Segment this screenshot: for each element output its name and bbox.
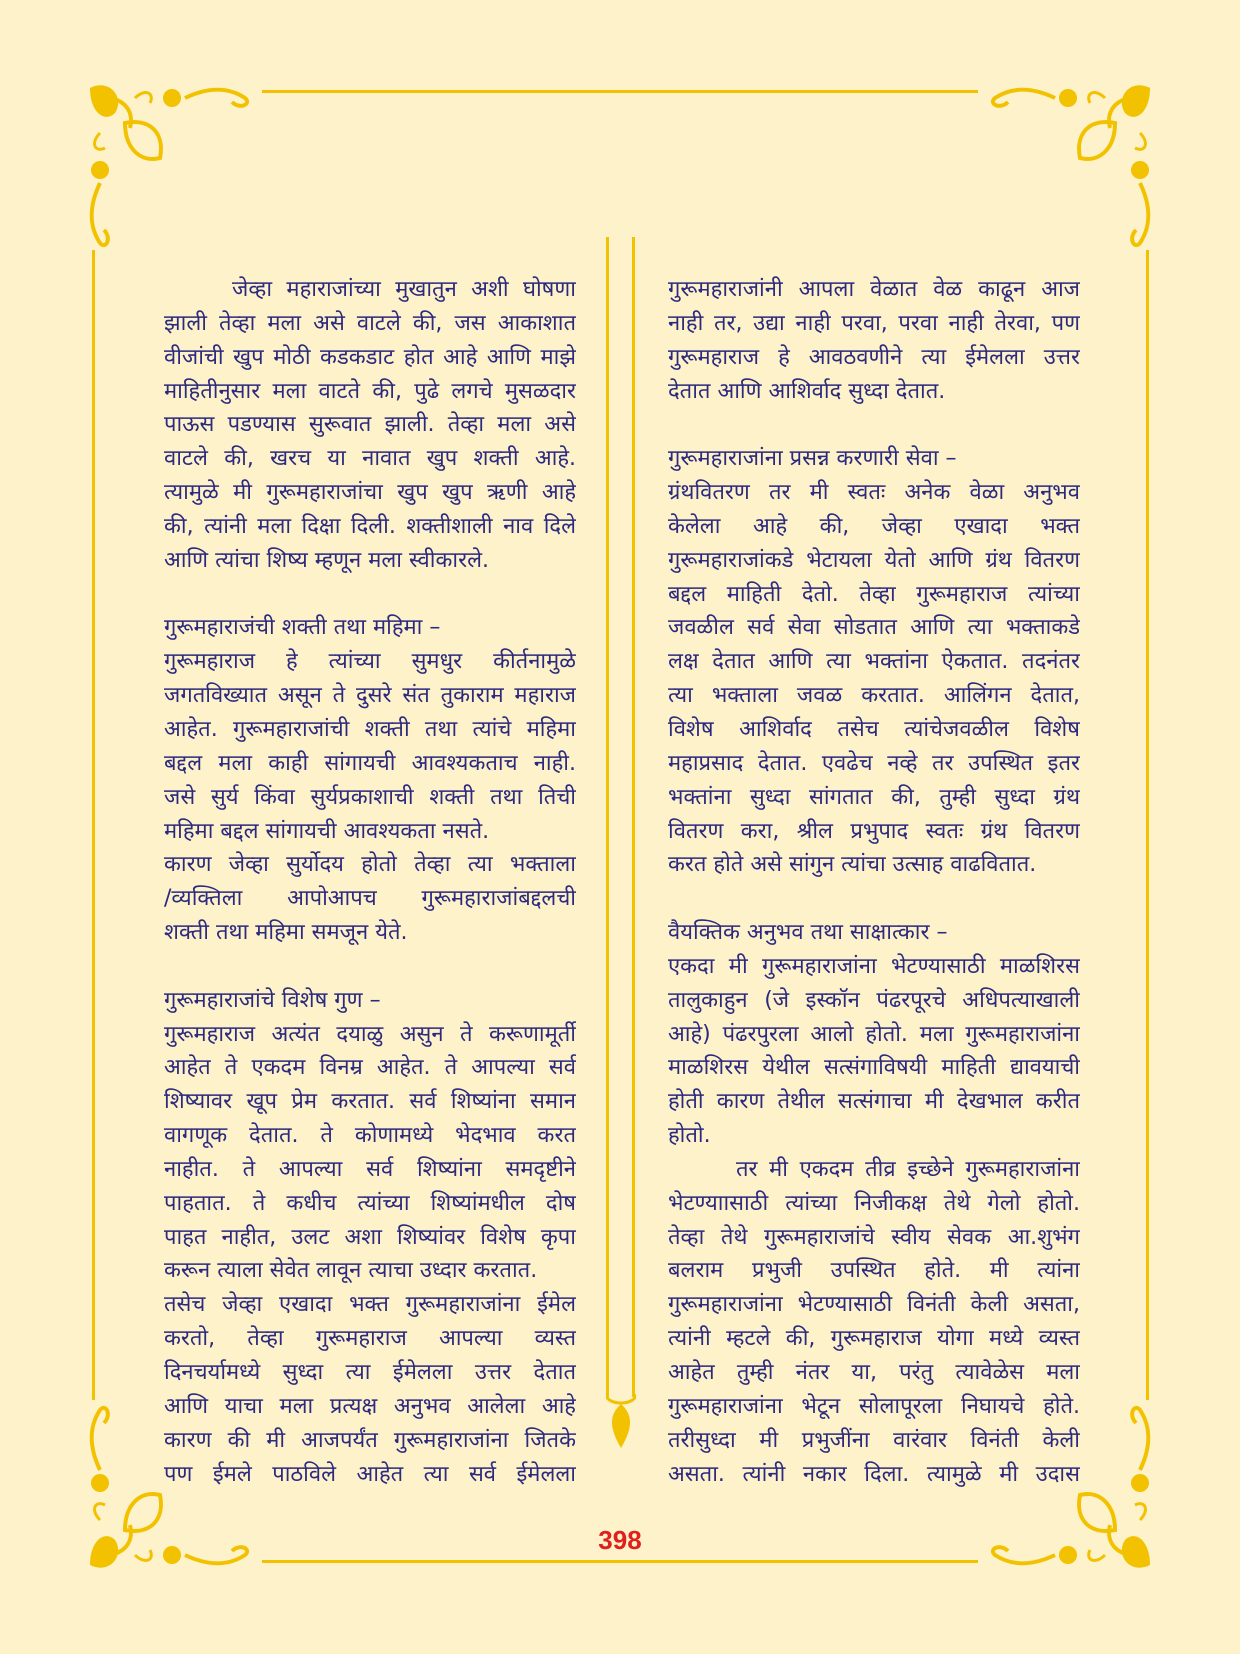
text-line: शक्ती तथा महिमा समजून येते. bbox=[164, 920, 408, 946]
text-line: देतात आणि आशिर्वाद सुध्दा देतात. bbox=[668, 378, 946, 404]
text-line: होतो. bbox=[668, 1123, 711, 1149]
text-line: नाही तर, उद्या नाही परवा, परवा नाही तेरवा, पण bbox=[668, 310, 1080, 336]
text-line: वाटले की, खरच या नावात खुप शक्ती आहे. bbox=[164, 446, 576, 472]
text-line: तसेच जेव्हा एखादा भक्त गुरूमहाराजांना ईमेल bbox=[164, 1292, 576, 1318]
text-line: विशेष आशिर्वाद तसेच त्यांचेजवळील विशेष bbox=[668, 716, 1080, 742]
section-heading: गुरूमहाराजांना प्रसन्न करणारी सेवा – bbox=[668, 446, 957, 472]
text-line: गुरूमहाराजांना भेटून सोलापूरला निघायचे होते. bbox=[668, 1393, 1080, 1419]
text-line: नाहीत. ते आपल्या सर्व शिष्यांना समदृष्टीने bbox=[164, 1156, 576, 1182]
right-column bbox=[668, 273, 1080, 1491]
text-line: त्या भक्ताला जवळ करतात. आलिंगन देतात, bbox=[668, 683, 1080, 709]
text-line: वीजांची खुप मोठी कडकडाट होत आहे आणि माझे bbox=[164, 344, 576, 370]
text-line: महिमा बद्दल सांगायची आवश्यकता नसते. bbox=[164, 818, 490, 844]
blank-line bbox=[668, 408, 1080, 442]
text-line: आणि याचा मला प्रत्यक्ष अनुभव आलेला आहे bbox=[164, 1393, 576, 1419]
text-line: पाऊस पडण्यास सुरूवात झाली. तेव्हा मला असे bbox=[164, 412, 576, 438]
text-line: एकदा मी गुरूमहाराजांना भेटण्यासाठी माळशिरस bbox=[668, 953, 1080, 979]
border-bottom bbox=[262, 1560, 978, 1563]
border-right bbox=[1146, 250, 1149, 1400]
text-line: आहेत. गुरूमहाराजांची शक्ती तथा त्यांचे महिमा bbox=[164, 716, 576, 742]
text-line: त्यामुळे मी गुरूमहाराजांचा खुप खुप ऋणी आहे bbox=[164, 480, 576, 506]
text-line: गुरूमहाराजांकडे भेटायला येतो आणि ग्रंथ वितरण bbox=[668, 547, 1080, 573]
text-line: बद्दल माहिती देतो. तेव्हा गुरूमहाराज त्यांच्या bbox=[668, 581, 1080, 607]
text-line: लक्ष देतात आणि त्या भक्तांना ऐकतात. तदनंतर bbox=[668, 649, 1080, 675]
text-line: होती कारण तेथील सत्संगाचा मी देखभाल करीत bbox=[668, 1089, 1080, 1115]
column-divider-right-line bbox=[632, 237, 635, 1397]
text-line: ग्रंथवितरण तर मी स्वतः अनेक वेळा अनुभव bbox=[668, 480, 1080, 506]
text-line: करतो, तेव्हा गुरूमहाराज आपल्या व्यस्त bbox=[164, 1326, 576, 1352]
left-column bbox=[164, 273, 576, 1491]
blank-line bbox=[164, 578, 576, 612]
text-line: कारण की मी आजपर्यंत गुरूमहाराजांना जितके bbox=[164, 1427, 576, 1453]
text-line: भक्तांना सुध्दा सांगतात की, तुम्ही सुध्दा ग्रंथ bbox=[668, 784, 1080, 810]
text-line: वितरण करा, श्रील प्रभुपाद स्वतः ग्रंथ वितरण bbox=[668, 818, 1080, 844]
blank-line bbox=[668, 882, 1080, 916]
text-line: दिनचर्यामध्ये सुध्दा त्या ईमेलला उत्तर देतात bbox=[164, 1360, 576, 1385]
text-line: झाली तेव्हा मला असे वाटले की, जस आकाशात bbox=[164, 310, 576, 336]
text-line: जसे सुर्य किंवा सुर्यप्रकाशाची शक्ती तथा तिची bbox=[164, 784, 576, 810]
text-line: बद्दल मला काही सांगायची आवश्यकताच नाही. bbox=[164, 750, 576, 776]
section-heading: गुरूमहाराजांचे विशेष गुण – bbox=[164, 987, 381, 1013]
divider-drop-ornament bbox=[606, 1392, 636, 1452]
text-line: त्यांनी म्हटले की, गुरूमहाराज योगा मध्ये व्यस्त bbox=[668, 1326, 1080, 1352]
text-line: महाप्रसाद देतात. एवढेच नव्हे तर उपस्थित इतर bbox=[668, 750, 1080, 776]
text-line: आहेत ते एकदम विनम्र आहेत. ते आपल्या सर्व bbox=[164, 1055, 576, 1081]
text-line: माळशिरस येथील सत्संगाविषयी माहिती द्यावयाची bbox=[668, 1055, 1080, 1081]
text-line: /व्यक्तिला आपोआपच गुरूमहाराजांबद्दलची bbox=[164, 886, 576, 912]
text-line: पाहतात. ते कधीच त्यांच्या शिष्यांमधील दोष bbox=[164, 1190, 576, 1216]
text-line: भेटण्याासाठी त्यांच्या निजीकक्ष तेथे गेलो होतो. bbox=[668, 1190, 1080, 1216]
text-line: गुरूमहाराज अत्यंत दयाळु असुन ते करूणामूर्ती bbox=[164, 1021, 576, 1047]
text-line: आणि त्यांचा शिष्य म्हणून मला स्वीकारले. bbox=[164, 547, 489, 573]
text-line: जवळील सर्व सेवा सोडतात आणि त्या भक्ताकडे bbox=[668, 615, 1080, 641]
text-line: गुरूमहाराजांनी आपला वेळात वेळ काढून आज bbox=[668, 277, 1080, 302]
text-line: गुरूमहाराज हे त्यांच्या सुमधुर कीर्तनामुळे bbox=[164, 649, 576, 675]
text-line: शिष्यावर खूप प्रेम करतात. सर्व शिष्यांना समान bbox=[164, 1089, 576, 1115]
text-line: असता. त्यांनी नकार दिला. त्यामुळे मी उदास bbox=[668, 1461, 1080, 1487]
border-top bbox=[262, 90, 978, 93]
blank-line bbox=[164, 950, 576, 984]
text-line: करत होते असे सांगुन त्यांचा उत्साह वाढवितात. bbox=[668, 852, 1037, 878]
section-heading: गुरूमहाराजंची शक्ती तथा महिमा – bbox=[164, 615, 441, 641]
text-line: तरीसुध्दा मी प्रभुजींना वारंवार विनंती केली bbox=[668, 1427, 1080, 1453]
text-line: आहे) पंढरपुरला आलो होतो. मला गुरूमहाराजांना bbox=[668, 1021, 1080, 1047]
corner-ornament-top-left bbox=[80, 78, 260, 258]
text-line: पाहत नाहीत, उलट अशा शिष्यांवर विशेष कृपा bbox=[164, 1224, 576, 1250]
text-line: जगतविख्यात असून ते दुसरे संत तुकाराम महाराज bbox=[164, 683, 576, 709]
text-line: गुरूमहाराज हे आवठवणीने त्या ईमेलला उत्तर bbox=[668, 344, 1080, 370]
text-line: माहितीनुसार मला वाटते की, पुढे लगचे मुसळदार bbox=[164, 378, 576, 404]
text-line: आहेत तुम्ही नंतर या, परंतु त्यावेळेस मला bbox=[668, 1360, 1080, 1385]
text-line: केलेला आहे की, जेव्हा एखादा भक्त bbox=[668, 513, 1080, 539]
text-line: तर मी एकदम तीव्र इच्छेने गुरूमहाराजांना bbox=[736, 1156, 1080, 1182]
text-line: बलराम प्रभुजी उपस्थित होते. मी त्यांना bbox=[668, 1258, 1080, 1284]
text-line: तेव्हा तेथे गुरूमहाराजांचे स्वीय सेवक आ.शुभंग bbox=[668, 1224, 1080, 1250]
page-number: 398 bbox=[598, 1525, 642, 1555]
text-line: गुरूमहाराजांना भेटण्यासाठी विनंती केली असता, bbox=[668, 1292, 1080, 1318]
text-line: वागणूक देतात. ते कोणामध्ये भेदभाव करत bbox=[164, 1123, 576, 1149]
text-line: करून त्याला सेवेत लावून त्याचा उध्दार करतात. bbox=[164, 1258, 538, 1284]
section-heading: वैयक्तिक अनुभव तथा साक्षात्कार – bbox=[668, 920, 948, 946]
text-line: पण ईमले पाठविले आहेत त्या सर्व ईमेलला bbox=[164, 1461, 576, 1487]
text-line: तालुकाहुन (जे इस्कॉन पंढरपूरचे अधिपत्याखाली bbox=[668, 987, 1080, 1013]
column-divider-left-line bbox=[606, 237, 609, 1397]
text-line: जेव्हा महाराजांच्या मुखातुन अशी घोषणा bbox=[232, 277, 576, 302]
text-line: की, त्यांनी मला दिक्षा दिली. शक्तीशाली नाव दिले bbox=[164, 513, 576, 539]
text-line: कारण जेव्हा सुर्योदय होतो तेव्हा त्या भक्ताला bbox=[164, 852, 576, 878]
corner-ornament-top-right bbox=[980, 78, 1160, 258]
border-left bbox=[92, 250, 95, 1400]
